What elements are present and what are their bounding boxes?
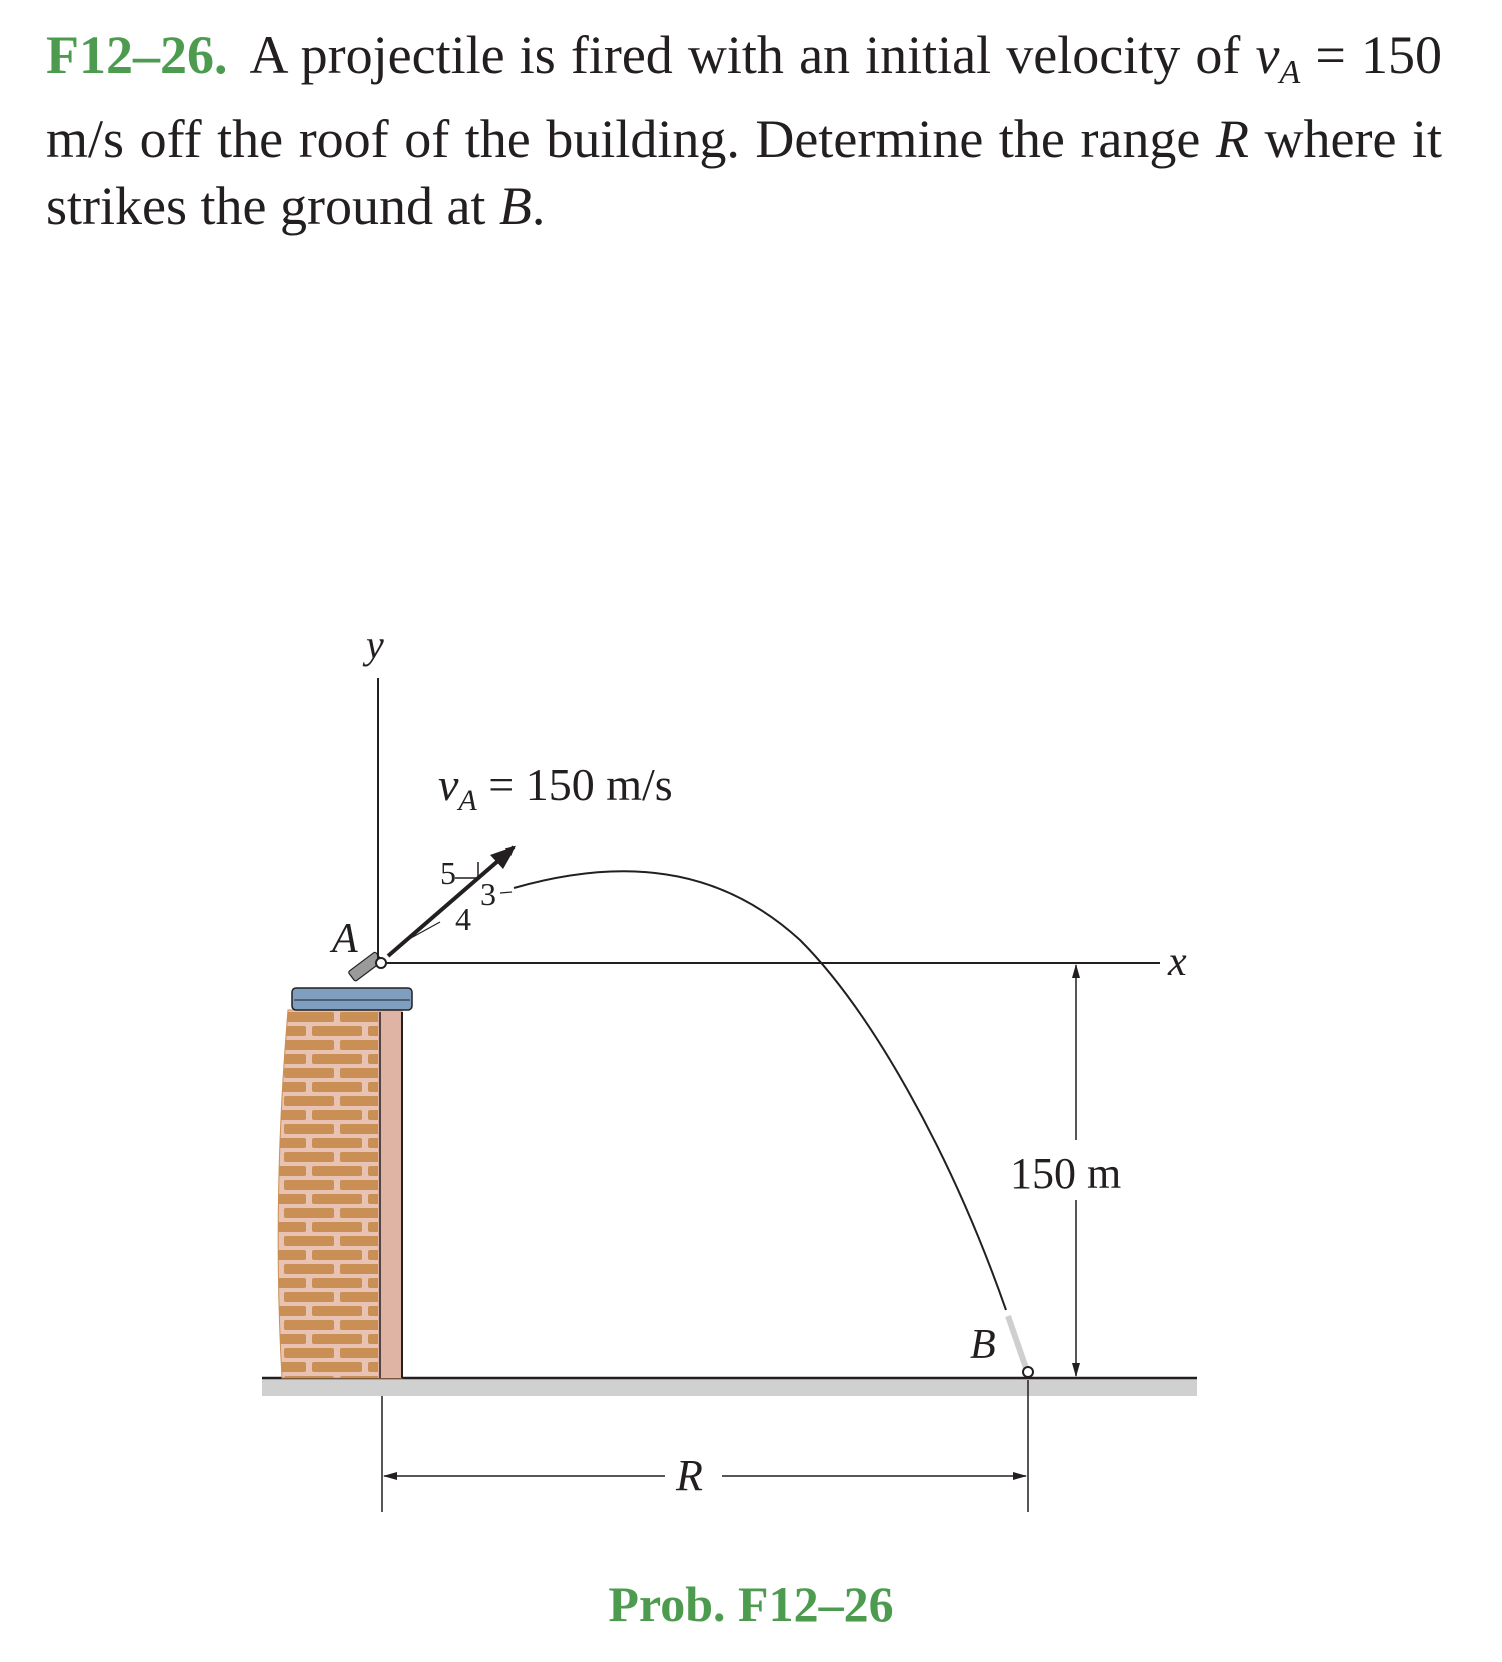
x-axis-label: x: [1168, 939, 1187, 985]
problem-number: F12–26.: [46, 25, 228, 85]
brick-building: [278, 1010, 402, 1378]
problem-text-3: where it strikes the ground at: [46, 109, 1443, 236]
point-b-marker: [1023, 1367, 1033, 1377]
rise-leader: [500, 892, 512, 893]
range-label: R: [676, 1451, 703, 1500]
figure-caption: Prob. F12–26: [608, 1576, 894, 1632]
slope-run-label: 4: [455, 901, 471, 937]
velocity-subscript: A: [1279, 54, 1301, 91]
point-a-label: A: [332, 916, 358, 962]
velocity-label-value: = 150 m/s: [476, 759, 673, 810]
ground-surface: [262, 1378, 1197, 1396]
velocity-label-symbol: v: [438, 759, 459, 810]
velocity-label: [438, 759, 673, 817]
problem-text-4: .: [531, 176, 546, 236]
roof-cap: [292, 988, 412, 1010]
trajectory-tail: [1008, 1316, 1026, 1368]
slope-triangle: [455, 862, 478, 878]
slope-leader: [400, 922, 440, 944]
point-a-marker: [376, 958, 386, 968]
trajectory: [514, 871, 1006, 1310]
problem-text-2: = 150 m/s off the roof of the building. Determine the range: [46, 25, 1442, 169]
velocity-symbol: v: [1255, 25, 1280, 85]
point-b-symbol: B: [498, 176, 532, 236]
y-axis-label: y: [366, 622, 384, 667]
slope-rise-label: 3: [480, 876, 496, 912]
slope-hyp-label: 5: [440, 855, 456, 891]
point-b-label: B: [970, 1322, 996, 1368]
height-label: 150 m: [1010, 1149, 1122, 1198]
velocity-label-sub: A: [458, 784, 477, 817]
problem-text-1: A projectile is fired with an initial velocity of: [249, 25, 1241, 85]
range-symbol: R: [1215, 109, 1249, 169]
